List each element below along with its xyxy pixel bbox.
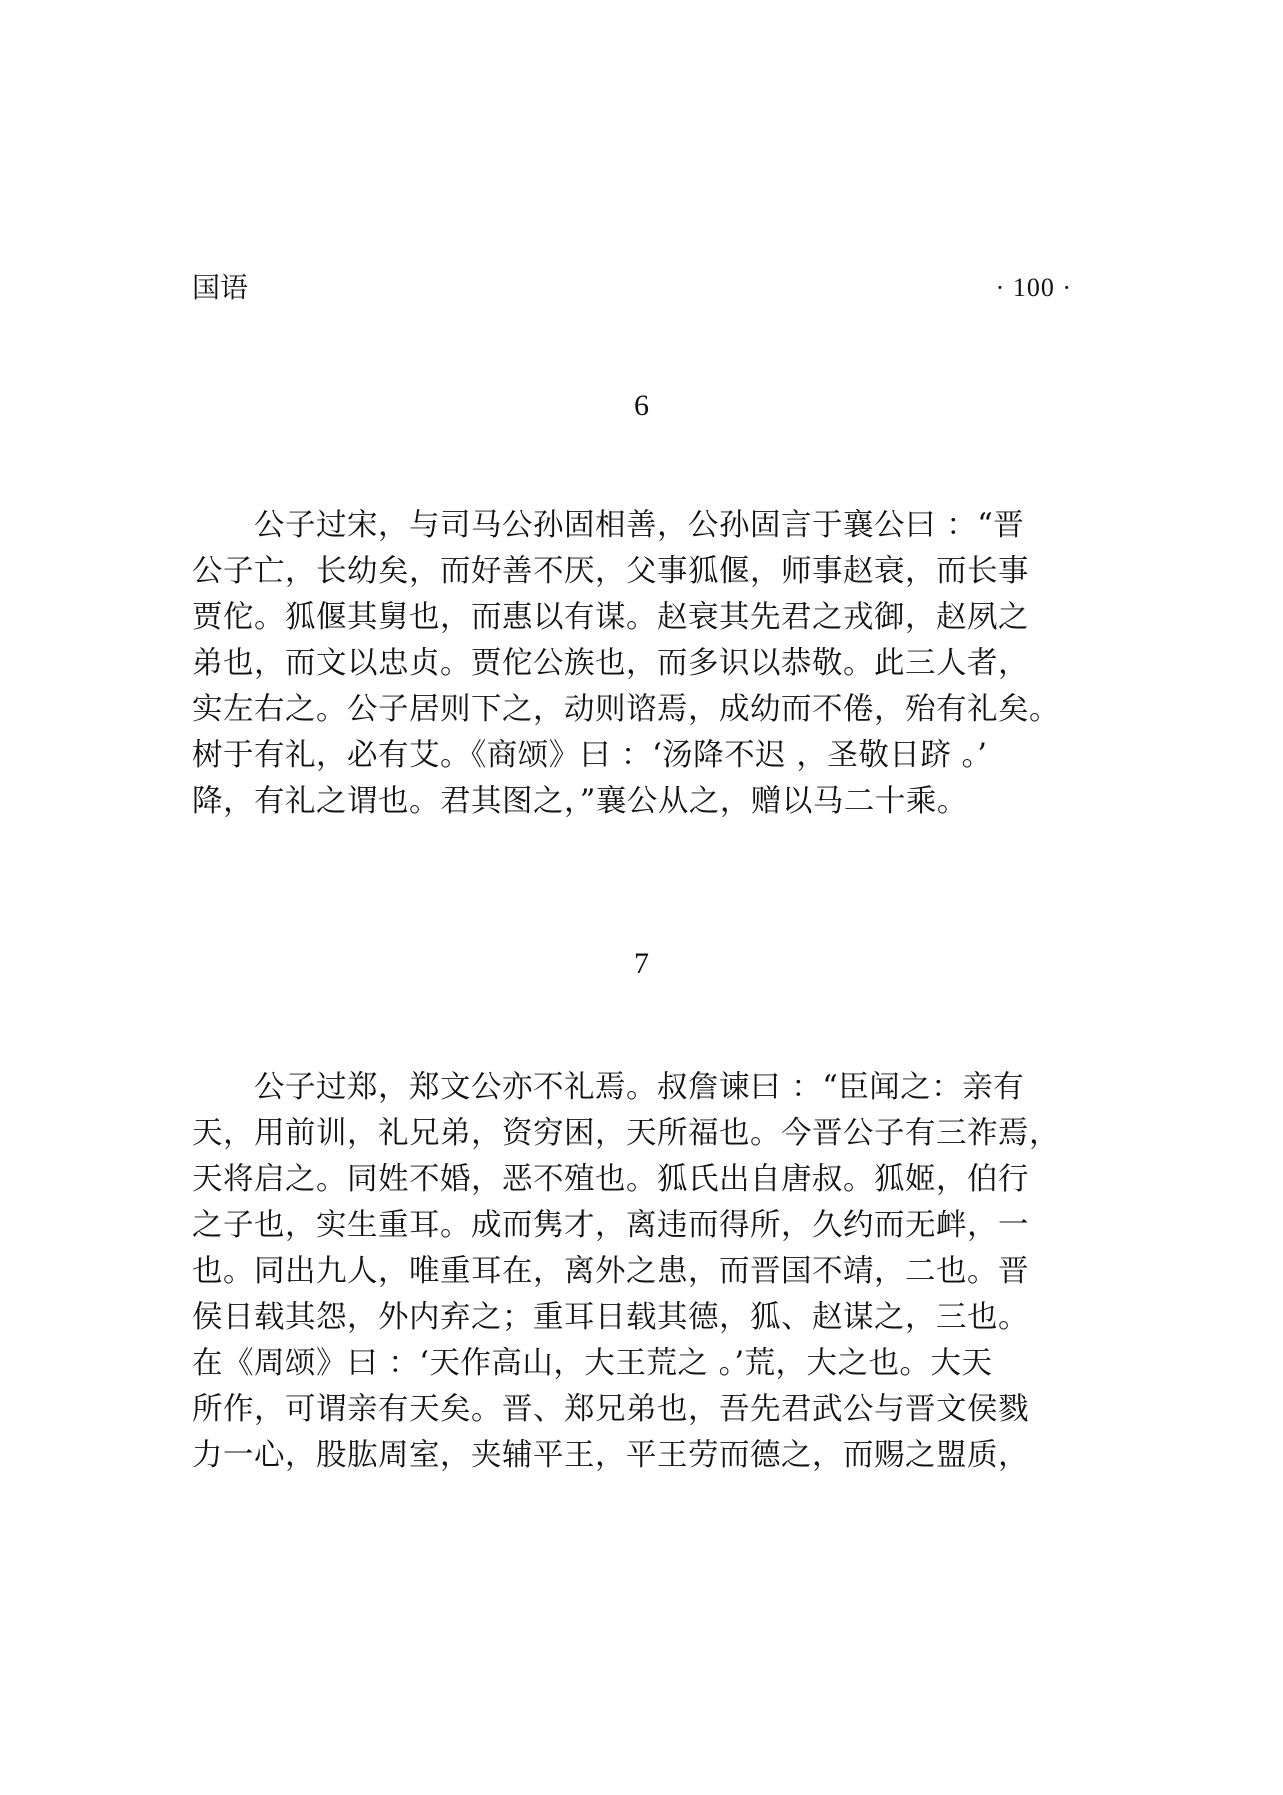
section-paragraph	[192, 1065, 1112, 1479]
page-number: · 100 ·	[995, 273, 1072, 302]
text-line: 贾佗。狐偃其舅也，而惠以有谋。赵衰其先君之戎御，赵夙之	[192, 600, 1029, 635]
text-line: 降，有礼之谓也。君其图之，”襄公从之，赠以马二十乘。	[192, 784, 968, 819]
text-line: 树于有礼，必有艾。《商颂》曰 ：‘汤降不迟 ，圣敬日跻 。’	[192, 738, 988, 773]
section-number: 6	[634, 389, 649, 422]
text-line: 公子亡，长幼矣，而好善不厌，父事狐偃，师事赵衰，而长事	[192, 554, 1029, 589]
page-header	[192, 268, 1072, 308]
section-number: 7	[634, 947, 649, 980]
text-line: 侯日载其怨，外内弃之；重耳日载其德，狐、赵谋之，三也。	[192, 1300, 1029, 1335]
text-line: 公子过郑，郑文公亦不礼焉。叔詹谏曰 ：“臣闻之：亲有	[192, 1070, 1025, 1105]
text-line: 力一心，股肱周室，夹辅平王，平王劳而德之，而赐之盟质，	[192, 1438, 1029, 1473]
text-line: 天将启之。同姓不婚，恶不殖也。狐氏出自唐叔。狐姬，伯行	[192, 1162, 1029, 1197]
text-line: 所作，可谓亲有天矣。晋、郑兄弟也，吾先君武公与晋文侯戮	[192, 1392, 1029, 1427]
section-paragraph	[192, 503, 1112, 825]
text-line: 实左右之。公子居则下之，动则谘焉，成幼而不倦，殆有礼矣。	[192, 692, 1060, 727]
text-line: 弟也，而文以忠贞。贾佗公族也，而多识以恭敬。此三人者，	[192, 646, 1029, 681]
text-line: 在《周颂》曰 ：‘天作高山，大王荒之 。’荒，大之也。大天	[192, 1346, 993, 1381]
text-line: 天，用前训，礼兄弟，资穷困，天所福也。今晋公子有三祚焉，	[192, 1116, 1060, 1151]
book-title: 国语	[192, 271, 249, 304]
text-line: 也。同出九人，唯重耳在，离外之患，而晋国不靖，二也。晋	[192, 1254, 1029, 1289]
text-line: 公子过宋，与司马公孙固相善，公孙固言于襄公曰 ：“晋	[192, 508, 1025, 543]
text-line: 之子也，实生重耳。成而隽才，离违而得所，久约而无衅，一	[192, 1208, 1029, 1243]
